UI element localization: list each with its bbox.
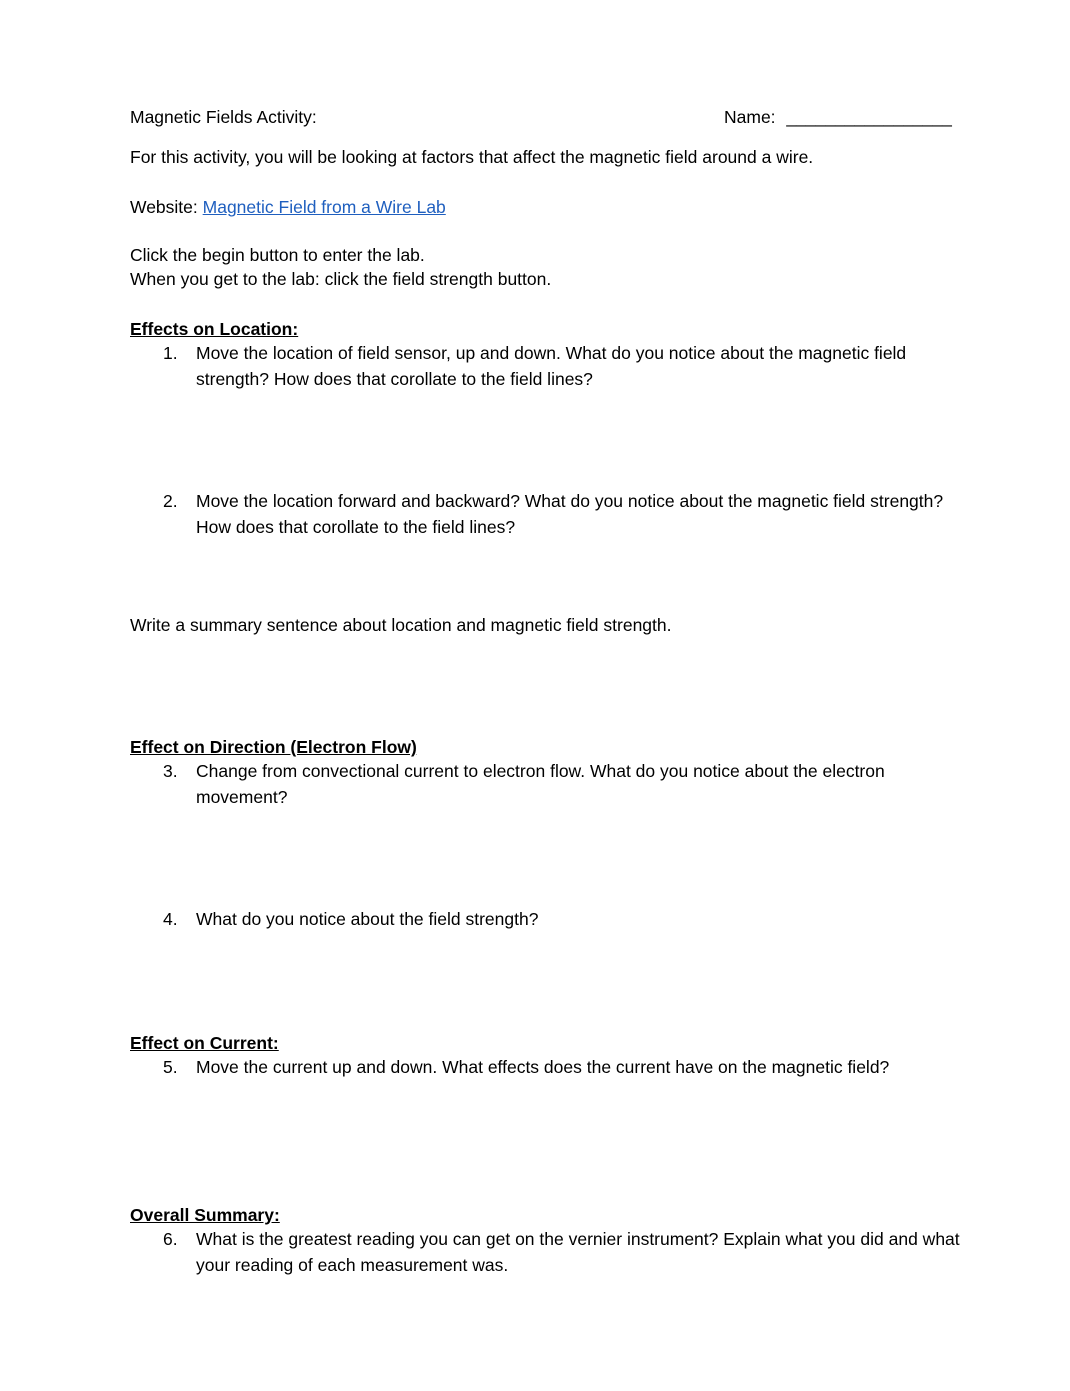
- question-number: 5.: [163, 1057, 178, 1077]
- question-number: 6.: [163, 1229, 178, 1249]
- question-text: What is the greatest reading you can get on the vernier instrument? Explain what you did and what your reading of each measurement was.: [196, 1229, 960, 1275]
- question-number: 3.: [163, 761, 178, 781]
- question-number: 4.: [163, 909, 178, 929]
- name-blank-line: _________________: [786, 107, 952, 127]
- instruction-line: Click the begin button to enter the lab.: [130, 245, 425, 265]
- website-label: Website:: [130, 197, 198, 217]
- instruction-line: When you get to the lab: click the field strength button.: [130, 269, 552, 289]
- question-text: Move the location forward and backward? What do you notice about the magnetic field strength? How does that corollate to the field lines?: [196, 491, 944, 537]
- section-heading-direction: Effect on Direction (Electron Flow): [130, 737, 417, 757]
- question-text: Move the current up and down. What effects does the current have on the magnetic field?: [196, 1057, 890, 1077]
- worksheet-title: Magnetic Fields Activity:: [130, 107, 317, 127]
- lab-link[interactable]: Magnetic Field from a Wire Lab: [202, 197, 446, 217]
- section-heading-overall: Overall Summary:: [130, 1205, 280, 1225]
- summary-prompt: Write a summary sentence about location and magnetic field strength.: [130, 615, 672, 635]
- question-text: What do you notice about the field strength?: [196, 909, 539, 929]
- intro-text: For this activity, you will be looking at factors that affect the magnetic field around a wire.: [130, 147, 814, 167]
- question-number: 1.: [163, 343, 178, 363]
- section-heading-current: Effect on Current:: [130, 1033, 279, 1053]
- name-label: Name:: [724, 107, 776, 127]
- name-field: [724, 104, 952, 130]
- question-text: Move the location of field sensor, up and down. What do you notice about the magnetic field strength? How does that corollate to the field lines?: [196, 343, 907, 389]
- question-number: 2.: [163, 491, 178, 511]
- section-heading-location: Effects on Location:: [130, 319, 299, 339]
- website-line: [130, 194, 446, 220]
- question-text: Change from convectional current to electron flow. What do you notice about the electron movement?: [196, 761, 885, 807]
